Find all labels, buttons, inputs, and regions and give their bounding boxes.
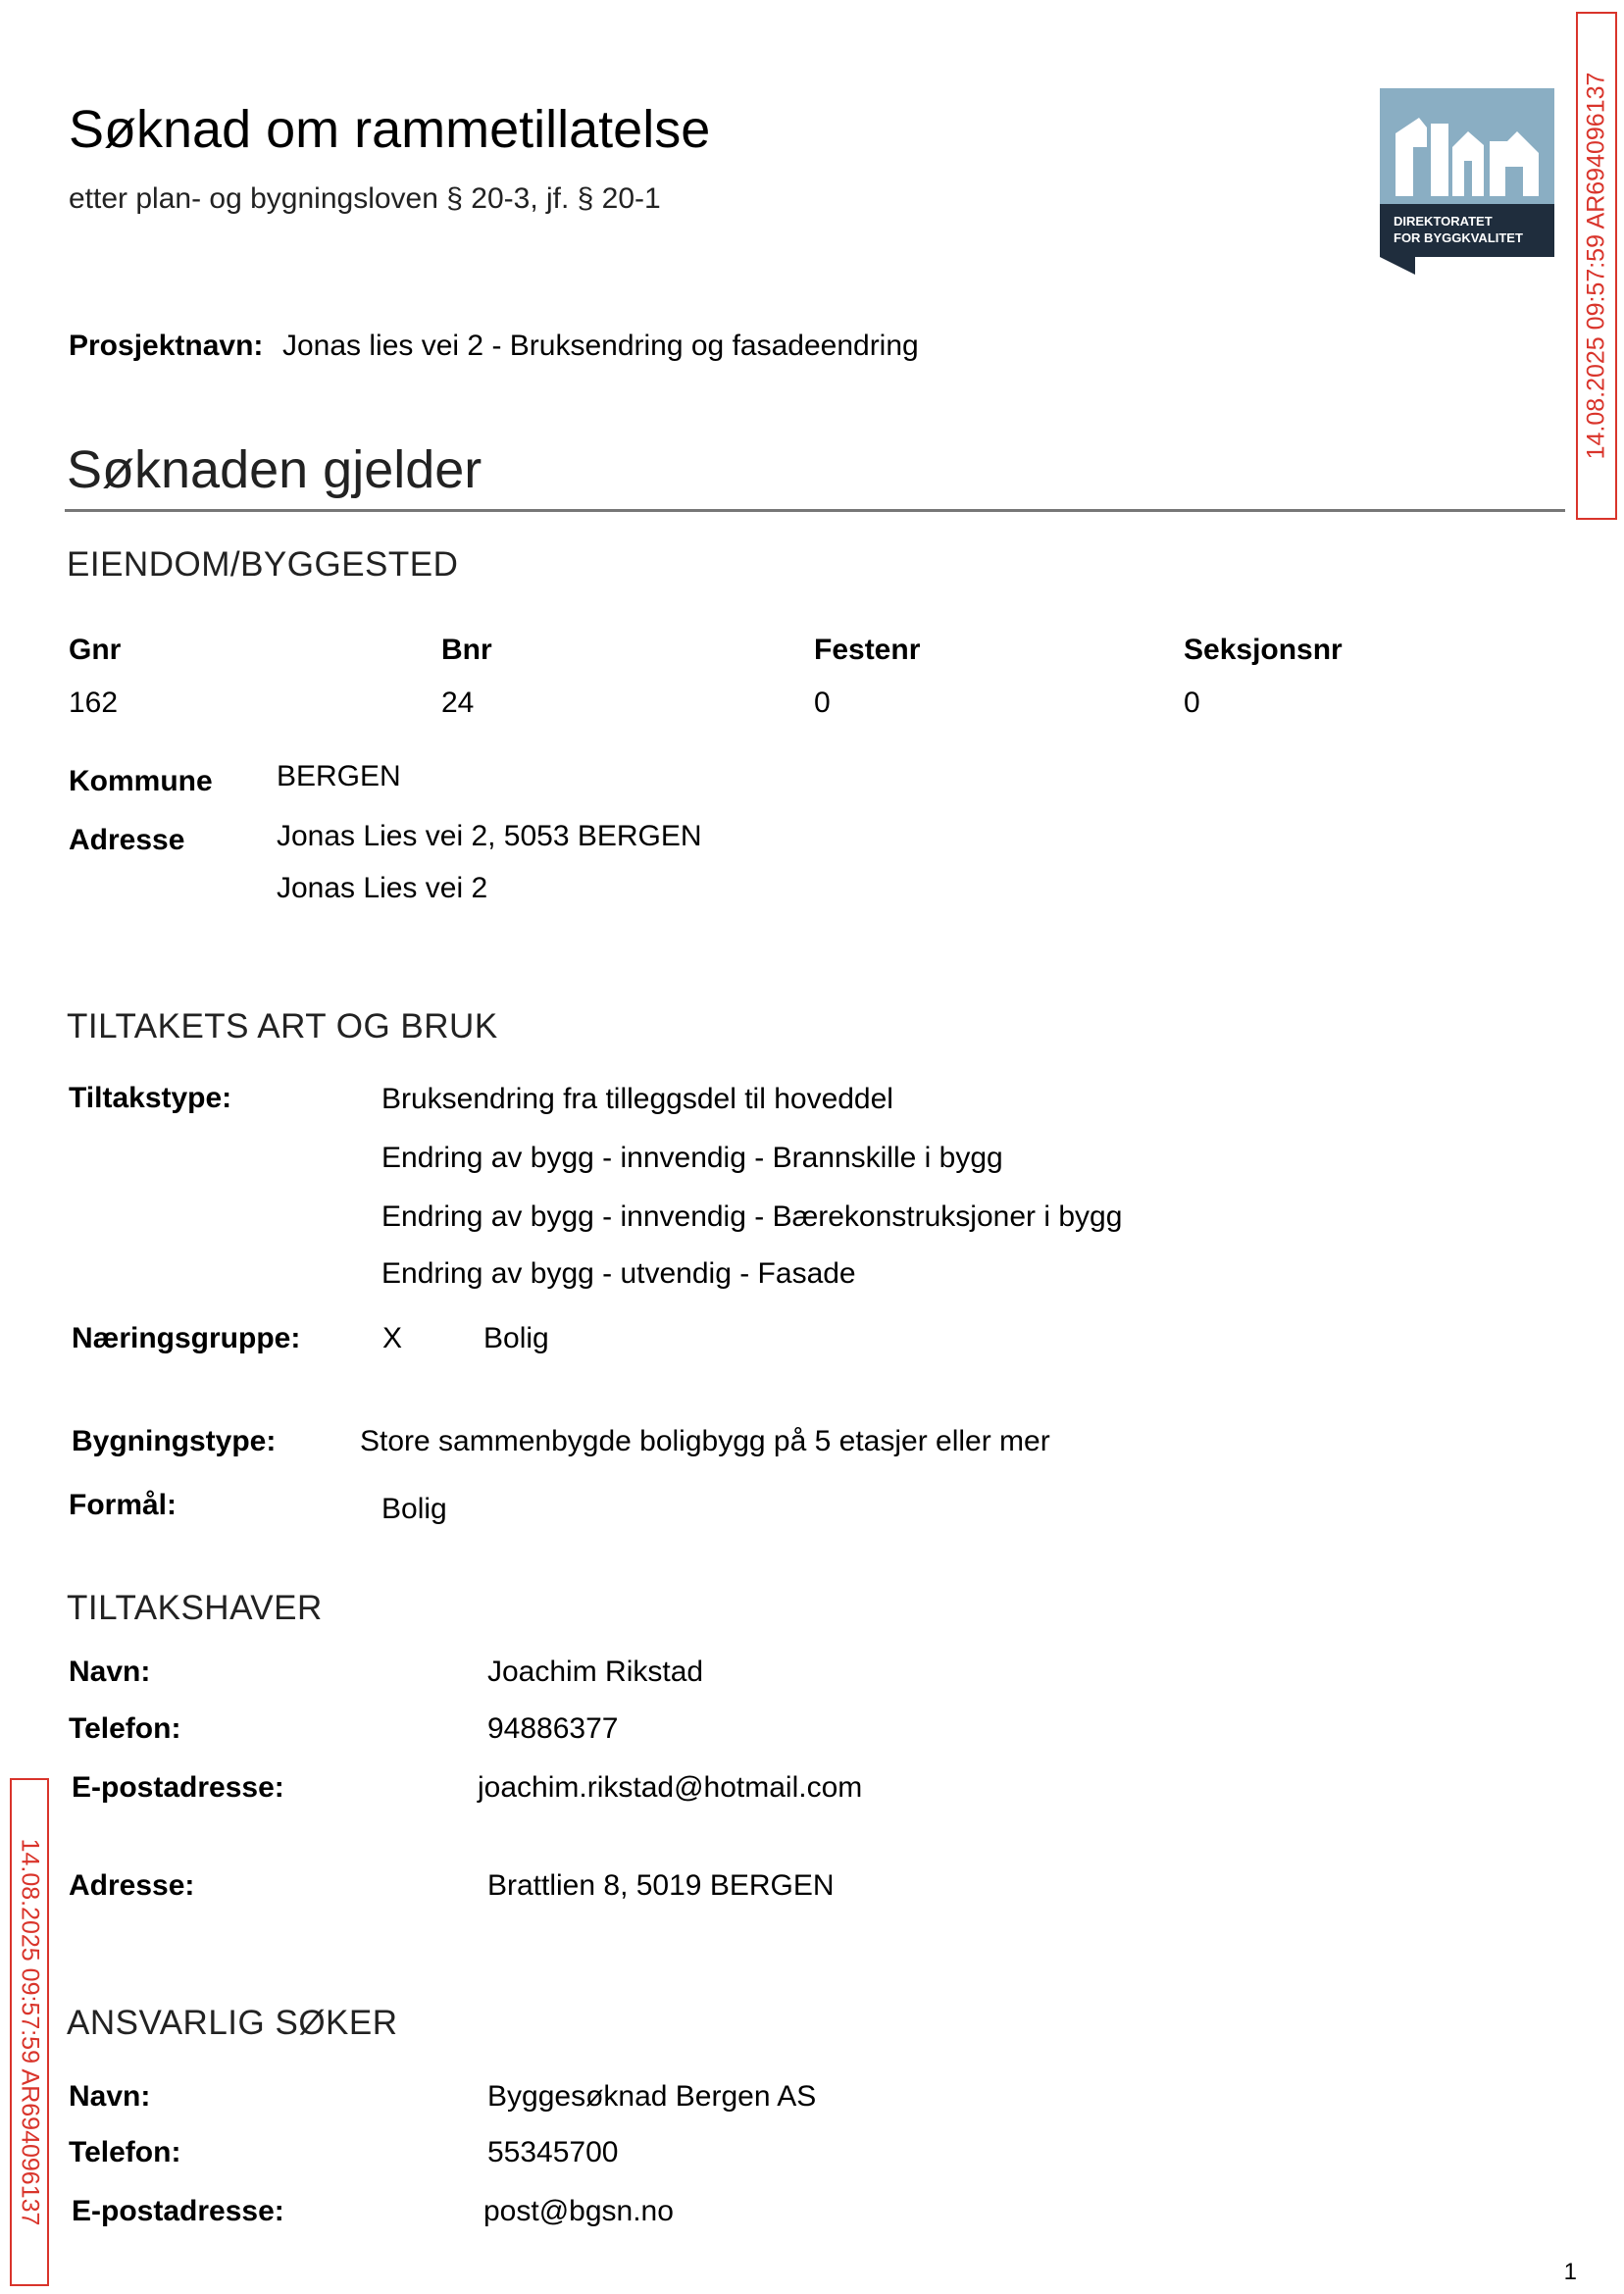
tiltakshaver-adresse: Brattlien 8, 5019 BERGEN	[487, 1869, 835, 1902]
eiendom-heading: EIENDOM/BYGGESTED	[67, 545, 459, 584]
logo-line2: FOR BYGGKVALITET	[1394, 230, 1523, 245]
tiltakshaver-navn-label: Navn:	[69, 1656, 151, 1688]
tiltakshaver-heading: TILTAKSHAVER	[67, 1589, 323, 1627]
stamp-text: 14.08.2025 09:57:59 AR694096137	[1582, 72, 1610, 460]
seksjonsnr-label: Seksjonsnr	[1184, 634, 1343, 666]
tiltakstype-item: Endring av bygg - innvendig - Brannskille i bygg	[381, 1142, 1003, 1174]
naeringsgruppe-code: X	[382, 1322, 403, 1354]
formal-label: Formål:	[69, 1489, 178, 1521]
adresse-label: Adresse	[69, 824, 185, 856]
section-divider	[65, 509, 1565, 512]
tiltakshaver-telefon: 94886377	[487, 1712, 619, 1745]
kommune-label: Kommune	[69, 765, 213, 797]
festenr-value: 0	[814, 687, 831, 719]
ansvarlig-epost[interactable]: post@bgsn.no	[483, 2195, 674, 2227]
page-number: 1	[1563, 2259, 1577, 2285]
gnr-value: 162	[69, 687, 119, 719]
ansvarlig-telefon-label: Telefon:	[69, 2136, 181, 2168]
tiltak-heading: TILTAKETS ART OG BRUK	[67, 1007, 498, 1045]
tiltakshaver-adresse-label: Adresse:	[69, 1869, 195, 1902]
project-label: Prosjektnavn:	[69, 330, 264, 362]
project-name: Jonas lies vei 2 - Bruksendring og fasadeendring	[282, 330, 919, 362]
ansvarlig-epost-label: E-postadresse:	[72, 2195, 284, 2227]
festenr-label: Festenr	[814, 634, 921, 666]
bygningstype-value: Store sammenbygde boligbygg på 5 etasjer eller mer	[360, 1425, 1050, 1457]
tiltakstype-item: Endring av bygg - utvendig - Fasade	[381, 1257, 856, 1290]
bnr-value: 24	[441, 687, 475, 719]
bnr-label: Bnr	[441, 634, 492, 666]
dibk-logo	[1380, 88, 1554, 275]
formal-value: Bolig	[381, 1493, 447, 1525]
tiltakshaver-telefon-label: Telefon:	[69, 1712, 181, 1745]
section-title: Søknaden gjelder	[67, 440, 482, 499]
document-title: Søknad om rammetillatelse	[69, 100, 711, 159]
naeringsgruppe-value: Bolig	[483, 1322, 549, 1354]
seksjonsnr-value: 0	[1184, 687, 1200, 719]
ansvarlig-heading: ANSVARLIG SØKER	[67, 2004, 398, 2042]
received-stamp-top	[1576, 12, 1617, 520]
logo-line1: DIREKTORATET	[1394, 214, 1493, 229]
naeringsgruppe-label: Næringsgruppe:	[72, 1322, 301, 1354]
tiltakshaver-epost-label: E-postadresse:	[72, 1771, 284, 1804]
tiltakshaver-epost[interactable]: joachim.rikstad@hotmail.com	[478, 1771, 863, 1804]
ansvarlig-telefon: 55345700	[487, 2136, 619, 2168]
document-subtitle: etter plan- og bygningsloven § 20-3, jf. § 20-1	[69, 182, 661, 215]
tiltakstype-item: Bruksendring fra tilleggsdel til hoveddel	[381, 1083, 893, 1115]
adresse-line2: Jonas Lies vei 2	[277, 872, 488, 904]
tiltakstype-item: Endring av bygg - innvendig - Bærekonstruksjoner i bygg	[381, 1200, 1123, 1233]
stamp-text: 14.08.2025 09:57:59 AR694096137	[16, 1838, 44, 2226]
ansvarlig-navn-label: Navn:	[69, 2080, 151, 2113]
gnr-label: Gnr	[69, 634, 122, 666]
kommune-value: BERGEN	[277, 760, 401, 792]
tiltakstype-label: Tiltakstype:	[69, 1082, 232, 1114]
tiltakshaver-navn: Joachim Rikstad	[487, 1656, 704, 1688]
bygningstype-label: Bygningstype:	[72, 1425, 277, 1457]
ansvarlig-navn: Byggesøknad Bergen AS	[487, 2080, 817, 2113]
received-stamp-bottom	[10, 1778, 49, 2286]
adresse-line1: Jonas Lies vei 2, 5053 BERGEN	[277, 820, 702, 852]
